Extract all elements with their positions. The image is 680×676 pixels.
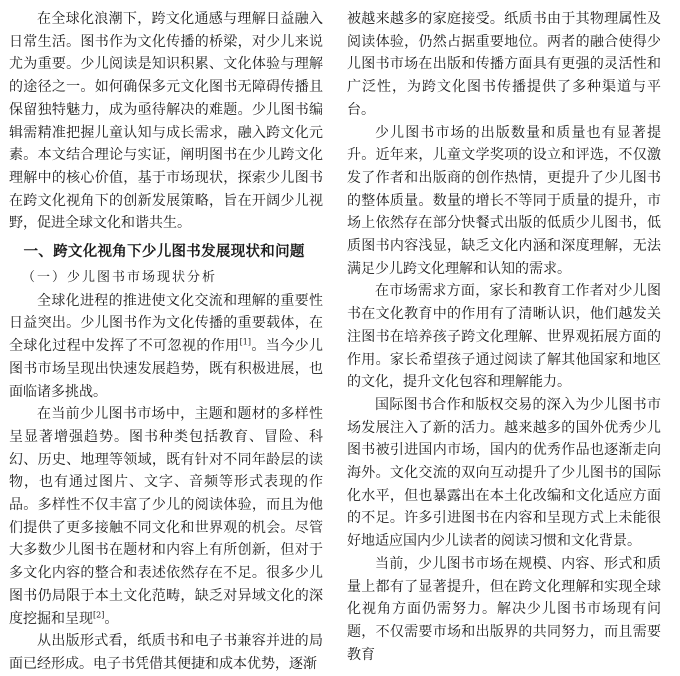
paragraph-text: 全球化进程的推进使文化交流和理解的重要性日益突出。少儿图书作为文化传播的重要载体，在全球化过程中发挥了不可忽视的作用 [9,292,323,355]
paragraph-current-state: 当前，少儿图书市场在规模、内容、形式和质量上都有了显著提升，但在跨文化理解和实现全球化视角方面仍需努力。解决少儿图书市场现有问题，不仅需要市场和出版界的共同努力，而且需要教育 [347,555,661,663]
paragraph-diversity [9,403,323,630]
paragraph-format-continued: 被越来越多的家庭接受。纸质书由于其物理属性及阅读体验，仍然占据重要地位。两者的融合使得少儿图书市场在出版和传播方面具有更强的灵活性和广泛性，为跨文化图书传播提供了多种渠道与平台。 [347,11,661,118]
paragraph-format-start: 从出版形式看，纸质书和电子书兼容并进的局面已经形成。电子书凭借其便捷和成本优势，逐渐 [9,633,323,672]
intro-paragraph: 在全球化浪潮下，跨文化通感与理解日益融入日常生活。图书作为文化传播的桥梁，对少儿来说尤为重要。少儿阅读是知识积累、文化体验与理解的途径之一。如何确保多元文化图书无障碍传播且保留独特魅力，成为亟待解决的难题。少儿图书编辑需精准把握儿童认知与成长需求，融入跨文化元素。本文结合理论与实证，阐明图书在少儿跨文化理解中的核心价值，基于市场现状，探索少儿图书在跨文化视角下的创新发展策略，旨在开阔少儿视野，促进全球文化和谐共生。 [9,11,323,232]
paragraph-market-demand: 在市场需求方面，家长和教育工作者对少儿图书在文化教育中的作用有了清晰认识，他们越发关注图书在培养孩子跨文化理解、世界观拓展方面的作用。家长希望孩子通过阅读了解其他国家和地区的文化，提升文化包容和理解能力。 [347,283,661,391]
paragraph-quantity-quality: 少儿图书市场的出版数量和质量也有显著提升。近年来，儿童文学奖项的设立和评选，不仅激发了作者和出版商的创作热情，更提升了少儿图书的整体质量。数量的增长不等同于质量的提升，市场上依然存在部分快餐式出版的低质少儿图书，低质图书内容浅显，缺乏文化内涵和深度理解，无法满足少儿跨文化理解和认知的需求。 [347,124,661,277]
left-column [9,8,323,676]
section-heading: 一、跨文化视角下少儿图书发展现状和问题 [23,244,305,261]
citation-ref[interactable]: [2] [93,609,105,619]
subsection-heading: （一）少儿图书市场现状分析 [22,270,218,286]
right-column [347,8,661,666]
paragraph-text: 。 [104,610,119,627]
paragraph-globalization [9,290,323,404]
paragraph-copyright-trade: 国际图书合作和版权交易的深入为少儿图书市场发展注入了新的活力。越来越多的国外优秀少儿图书被引进国内市场，国内的优秀作品也逐渐走向海外。文化交流的双向互动提升了少儿图书的国际化水平，但也暴露出在本土化改编和文化适应方面的不足。许多引进图书在内容和呈现方式上未能很好地适应国内少儿读者的阅读习惯和文化背景。 [347,396,661,550]
paragraph-text: 在当前少儿图书市场中，主题和题材的多样性呈显著增强趋势。图书种类包括教育、冒险、科幻、历史、地理等领域，既有针对不同年龄层的读物，也有通过图片、文字、音频等形式表现的作品。多样性不仅丰富了少儿的阅读体验，而且为他们提供了更多接触不同文化和世界观的机会。尽管大多数少儿图书在题材和内容上有所创新，但对于多文化内容的整合和表述依然存在不足。很多少儿图书仍局限于本土文化范畴，缺乏对异域文化的深度挖掘和呈现 [9,406,323,627]
paragraph-text: 。当今少儿图书市场呈现出快速发展趋势，既有积极进展，也面临诸多挑战。 [9,338,324,400]
citation-ref[interactable]: [1] [239,337,251,347]
